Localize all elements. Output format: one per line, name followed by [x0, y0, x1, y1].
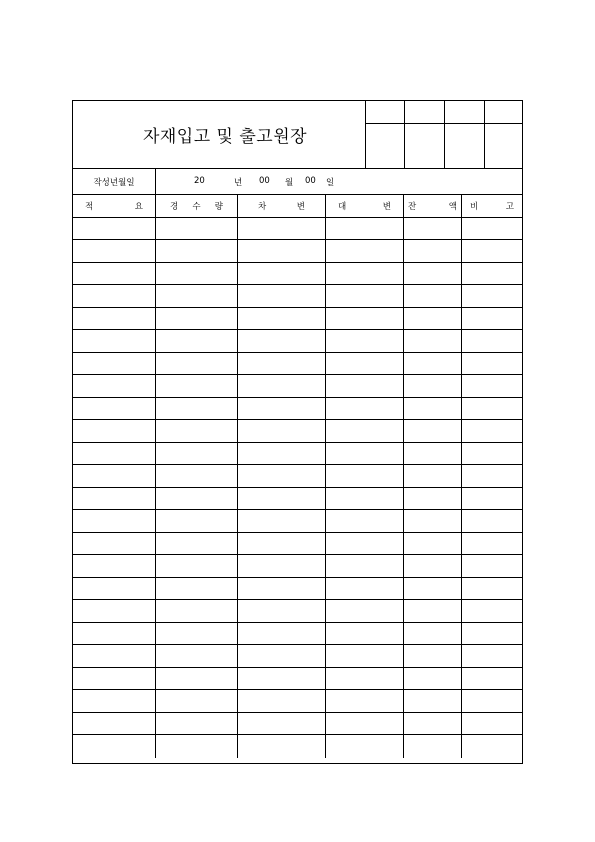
table-row [73, 285, 522, 308]
table-cell[interactable] [238, 218, 326, 240]
table-cell[interactable] [404, 218, 462, 240]
table-cell[interactable] [156, 240, 238, 262]
title-area [73, 101, 366, 168]
table-cell[interactable] [404, 240, 462, 262]
table-row [73, 308, 522, 331]
table-cell[interactable] [462, 600, 522, 622]
table-cell[interactable] [404, 443, 462, 465]
table-cell[interactable] [238, 375, 326, 397]
approval-header-cell [485, 101, 522, 124]
table-cell[interactable] [404, 578, 462, 600]
table-row [73, 578, 522, 601]
approval-sign-cell[interactable] [445, 124, 485, 168]
table-cell[interactable] [404, 600, 462, 622]
table-cell[interactable] [326, 285, 404, 307]
approval-header-cell [405, 101, 445, 124]
table-cell[interactable] [73, 735, 156, 758]
table-cell[interactable] [156, 375, 238, 397]
table-cell[interactable] [73, 285, 156, 307]
table-cell[interactable] [326, 398, 404, 420]
table-cell[interactable] [238, 735, 326, 758]
table-cell[interactable] [326, 600, 404, 622]
table-cell[interactable] [326, 240, 404, 262]
header-description: 적 요 [73, 195, 156, 217]
table-cell[interactable] [404, 645, 462, 667]
table-cell[interactable] [404, 713, 462, 735]
table-cell[interactable] [156, 600, 238, 622]
table-cell[interactable] [404, 690, 462, 712]
table-cell[interactable] [156, 578, 238, 600]
table-cell[interactable] [404, 465, 462, 487]
table-cell[interactable] [462, 375, 522, 397]
table-cell[interactable] [238, 488, 326, 510]
table-cell[interactable] [156, 668, 238, 690]
header-credit: 대 변 [326, 195, 404, 217]
table-cell[interactable] [238, 645, 326, 667]
table-cell[interactable] [73, 555, 156, 577]
table-cell[interactable] [156, 353, 238, 375]
day-value[interactable]: 00 [305, 176, 316, 186]
table-cell[interactable] [326, 375, 404, 397]
table-cell[interactable] [462, 690, 522, 712]
approval-sign-cell[interactable] [485, 124, 522, 168]
table-row [73, 465, 522, 488]
table-cell[interactable] [462, 420, 522, 442]
table-cell[interactable] [73, 330, 156, 352]
table-cell[interactable] [326, 510, 404, 532]
table-cell[interactable] [462, 263, 522, 285]
table-cell[interactable] [73, 465, 156, 487]
table-cell[interactable] [73, 308, 156, 330]
table-cell[interactable] [462, 668, 522, 690]
table-cell[interactable] [156, 285, 238, 307]
table-cell[interactable] [326, 533, 404, 555]
approval-sign-cell[interactable] [405, 124, 445, 168]
table-row [73, 488, 522, 511]
table-cell[interactable] [156, 420, 238, 442]
table-cell[interactable] [462, 330, 522, 352]
year-prefix[interactable]: 20 [194, 176, 205, 186]
table-cell[interactable] [156, 308, 238, 330]
table-cell[interactable] [238, 578, 326, 600]
table-cell[interactable] [238, 353, 326, 375]
table-cell[interactable] [326, 353, 404, 375]
table-cell[interactable] [73, 533, 156, 555]
table-cell[interactable] [238, 398, 326, 420]
day-unit: 일 [326, 178, 335, 188]
table-cell[interactable] [462, 465, 522, 487]
table-row [73, 713, 522, 736]
table-cell[interactable] [404, 735, 462, 758]
table-cell[interactable] [156, 555, 238, 577]
table-cell[interactable] [404, 555, 462, 577]
table-header-row [73, 195, 522, 218]
table-cell[interactable] [73, 578, 156, 600]
table-cell[interactable] [326, 623, 404, 645]
table-cell[interactable] [156, 533, 238, 555]
month-unit: 월 [285, 178, 294, 188]
table-cell[interactable] [156, 218, 238, 240]
table-cell[interactable] [73, 420, 156, 442]
table-row [73, 375, 522, 398]
table-row [73, 623, 522, 646]
table-cell[interactable] [238, 465, 326, 487]
table-cell[interactable] [404, 263, 462, 285]
table-cell[interactable] [73, 690, 156, 712]
table-cell[interactable] [462, 285, 522, 307]
table-cell[interactable] [238, 713, 326, 735]
table-cell[interactable] [462, 488, 522, 510]
table-cell[interactable] [326, 488, 404, 510]
table-row [73, 600, 522, 623]
table-cell[interactable] [404, 308, 462, 330]
approval-box [366, 101, 522, 168]
table-cell[interactable] [156, 398, 238, 420]
approval-header-cell [366, 101, 405, 124]
table-cell[interactable] [326, 308, 404, 330]
table-cell[interactable] [404, 533, 462, 555]
ledger-table [73, 195, 522, 758]
header-balance: 잔 액 [404, 195, 462, 217]
table-cell[interactable] [326, 645, 404, 667]
table-cell[interactable] [326, 465, 404, 487]
table-row [73, 398, 522, 421]
month-value[interactable]: 00 [259, 176, 270, 186]
table-cell[interactable] [326, 420, 404, 442]
table-row [73, 645, 522, 668]
table-row [73, 510, 522, 533]
table-row [73, 420, 522, 443]
table-cell[interactable] [156, 510, 238, 532]
table-cell[interactable] [238, 600, 326, 622]
table-cell[interactable] [462, 713, 522, 735]
table-cell[interactable] [462, 308, 522, 330]
table-cell[interactable] [462, 443, 522, 465]
table-cell[interactable] [73, 353, 156, 375]
table-cell[interactable] [462, 555, 522, 577]
table-cell[interactable] [238, 285, 326, 307]
table-cell[interactable] [238, 240, 326, 262]
table-cell[interactable] [156, 465, 238, 487]
table-cell[interactable] [73, 600, 156, 622]
table-cell[interactable] [404, 353, 462, 375]
approval-sign-cell[interactable] [366, 124, 405, 168]
date-row [73, 169, 522, 194]
table-cell[interactable] [73, 623, 156, 645]
table-cell[interactable] [326, 263, 404, 285]
table-cell[interactable] [73, 645, 156, 667]
table-cell[interactable] [326, 218, 404, 240]
table-row [73, 533, 522, 556]
table-cell[interactable] [156, 488, 238, 510]
table-cell[interactable] [238, 623, 326, 645]
table-cell[interactable] [156, 263, 238, 285]
table-row [73, 443, 522, 466]
table-cell[interactable] [238, 263, 326, 285]
table-cell[interactable] [404, 398, 462, 420]
table-row [73, 218, 522, 241]
table-cell[interactable] [326, 690, 404, 712]
table-cell[interactable] [73, 263, 156, 285]
table-cell[interactable] [73, 375, 156, 397]
header-debit: 차 변 [238, 195, 326, 217]
table-cell[interactable] [238, 668, 326, 690]
table-cell[interactable] [238, 690, 326, 712]
date-label: 작성년월일 [73, 169, 156, 194]
table-cell[interactable] [238, 533, 326, 555]
table-cell[interactable] [156, 330, 238, 352]
table-row [73, 330, 522, 353]
table-cell[interactable] [238, 510, 326, 532]
table-row [73, 263, 522, 286]
table-cell[interactable] [404, 488, 462, 510]
table-cell[interactable] [404, 285, 462, 307]
table-cell[interactable] [404, 375, 462, 397]
approval-header-cell [445, 101, 485, 124]
table-cell[interactable] [462, 398, 522, 420]
table-cell[interactable] [73, 510, 156, 532]
table-cell[interactable] [73, 668, 156, 690]
table-cell[interactable] [238, 420, 326, 442]
table-row [73, 555, 522, 578]
table-cell[interactable] [73, 443, 156, 465]
table-cell[interactable] [462, 623, 522, 645]
header-quantity: 경 수 량 [156, 195, 238, 217]
table-cell[interactable] [404, 668, 462, 690]
table-cell[interactable] [462, 240, 522, 262]
table-cell[interactable] [73, 488, 156, 510]
table-cell[interactable] [462, 533, 522, 555]
table-cell[interactable] [404, 420, 462, 442]
table-cell[interactable] [73, 713, 156, 735]
table-cell[interactable] [462, 353, 522, 375]
table-cell[interactable] [404, 330, 462, 352]
year-unit: 년 [234, 178, 243, 188]
page-title: 자재입고 및 출고원장 [142, 127, 308, 147]
table-cell[interactable] [73, 240, 156, 262]
table-cell[interactable] [462, 578, 522, 600]
table-cell[interactable] [73, 398, 156, 420]
table-row [73, 240, 522, 263]
table-cell[interactable] [326, 555, 404, 577]
table-row [73, 353, 522, 376]
table-cell[interactable] [238, 443, 326, 465]
table-cell[interactable] [156, 443, 238, 465]
table-cell[interactable] [462, 510, 522, 532]
table-cell[interactable] [238, 308, 326, 330]
table-cell[interactable] [156, 623, 238, 645]
table-cell[interactable] [238, 555, 326, 577]
table-row [73, 690, 522, 713]
table-cell[interactable] [156, 690, 238, 712]
table-cell[interactable] [326, 330, 404, 352]
table-row [73, 735, 522, 758]
table-cell[interactable] [238, 330, 326, 352]
table-cell[interactable] [73, 218, 156, 240]
ledger-sheet [72, 100, 523, 764]
table-cell[interactable] [462, 218, 522, 240]
table-row [73, 668, 522, 691]
table-cell[interactable] [326, 668, 404, 690]
table-cell[interactable] [326, 735, 404, 758]
table-cell[interactable] [404, 623, 462, 645]
table-cell[interactable] [326, 443, 404, 465]
table-cell[interactable] [404, 510, 462, 532]
table-cell[interactable] [326, 578, 404, 600]
header-remarks: 비 고 [470, 201, 514, 212]
table-cell[interactable] [326, 713, 404, 735]
table-cell[interactable] [462, 645, 522, 667]
table-cell[interactable] [156, 713, 238, 735]
table-cell[interactable] [462, 735, 522, 758]
table-cell[interactable] [156, 645, 238, 667]
table-cell[interactable] [156, 735, 238, 758]
